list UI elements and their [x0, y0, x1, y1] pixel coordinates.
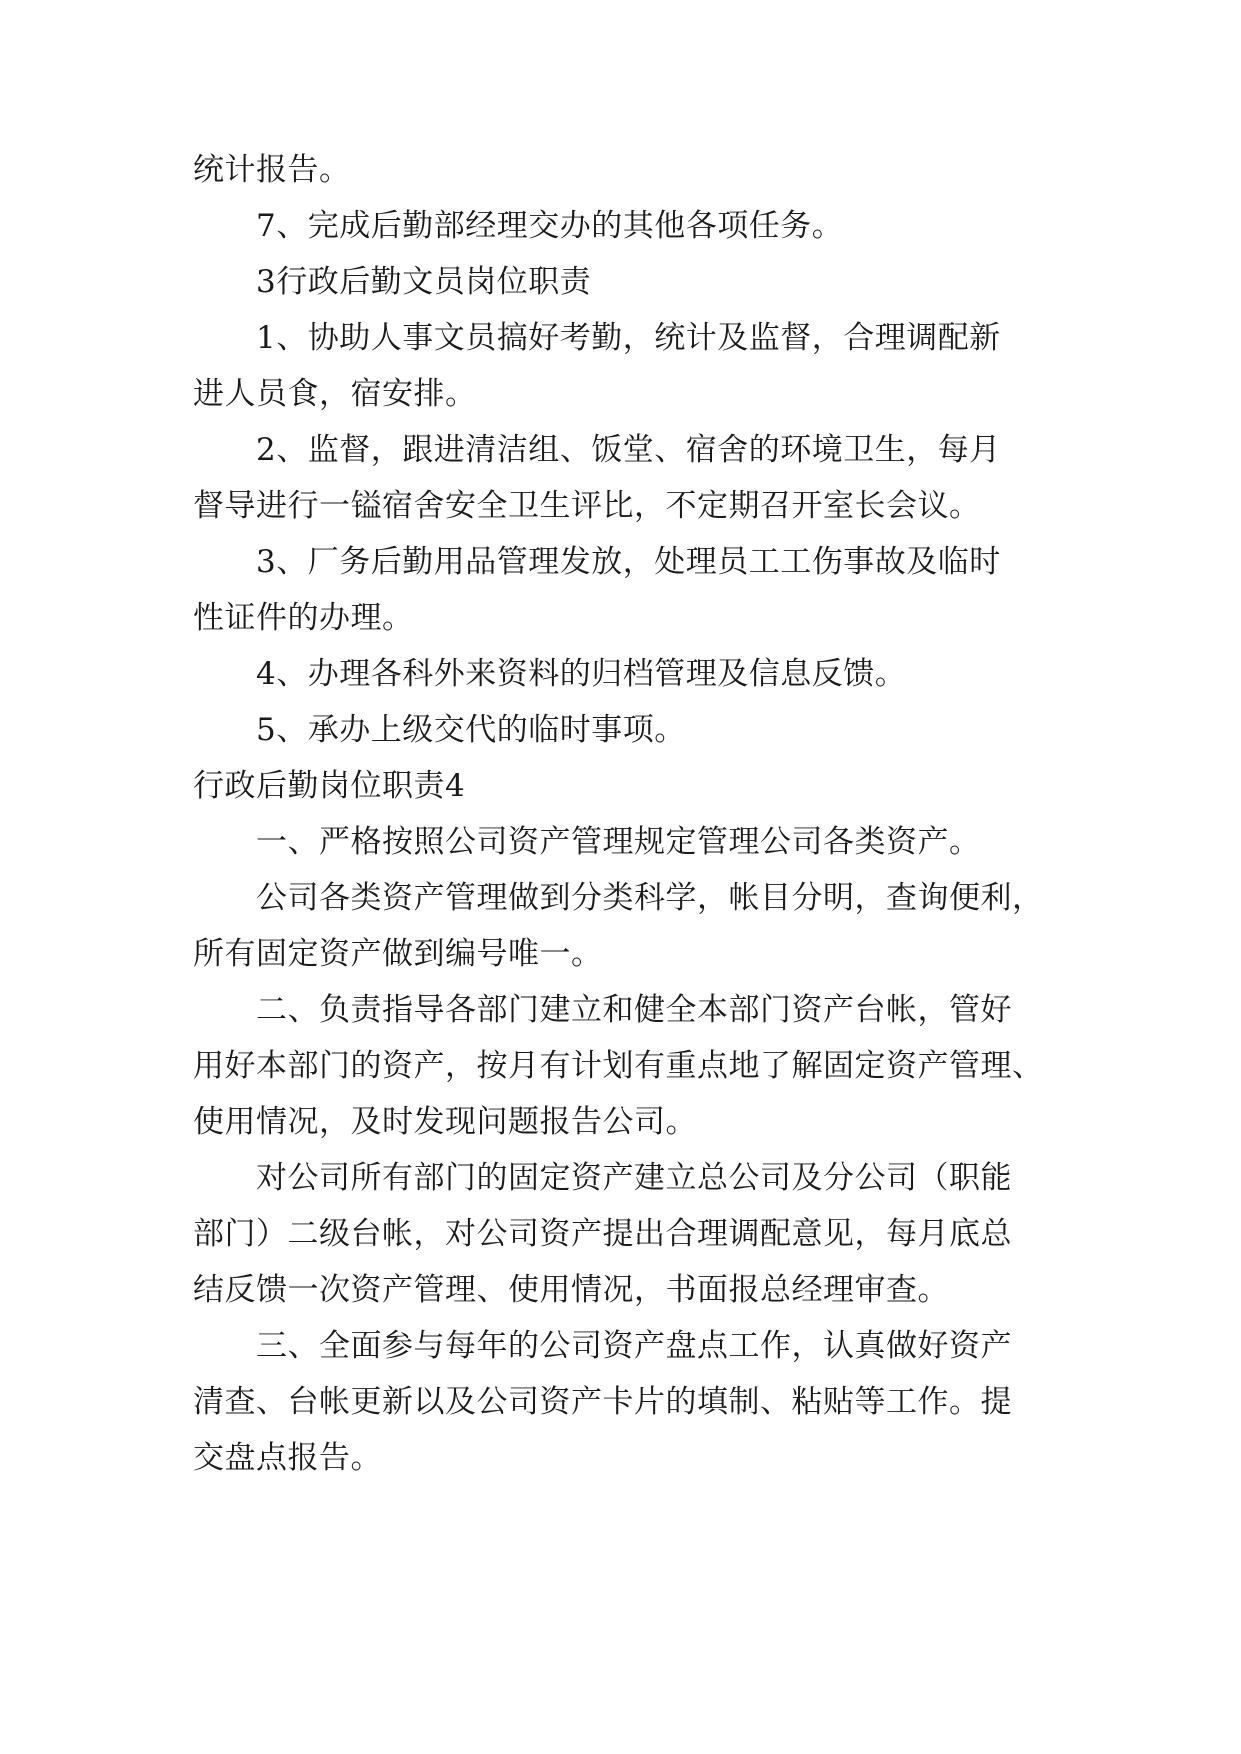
paragraph-line: 所有固定资产做到编号唯一。: [193, 936, 603, 972]
paragraph-line: 3、厂务后勤用品管理发放，处理员工工伤事故及临时: [256, 544, 1001, 580]
paragraph-line: 用好本部门的资产，按月有计划有重点地了解固定资产管理、: [193, 1048, 1044, 1084]
paragraph-line: 清查、台帐更新以及公司资产卡片的填制、粘贴等工作。提: [193, 1384, 1012, 1420]
paragraph-line: 1、协助人事文员搞好考勤，统计及监督，合理调配新: [256, 320, 1001, 356]
paragraph-line: 一、严格按照公司资产管理规定管理公司各类资产。: [256, 824, 981, 860]
paragraph-line: 公司各类资产管理做到分类科学，帐目分明，查询便利，: [256, 880, 1044, 916]
paragraph-line: 7、完成后勤部经理交办的其他各项任务。: [256, 208, 844, 244]
paragraph-line: 性证件的办理。: [193, 600, 414, 636]
paragraph-line: 结反馈一次资产管理、使用情况，书面报总经理审查。: [193, 1272, 949, 1308]
paragraph-line: 三、全面参与每年的公司资产盘点工作，认真做好资产: [256, 1328, 1012, 1364]
paragraph-line: 统计报告。: [193, 152, 351, 188]
paragraph-line: 进人员食，宿安排。: [193, 376, 477, 412]
section-heading: 3行政后勤文员岗位职责: [256, 264, 592, 300]
paragraph-line: 4、办理各科外来资料的归档管理及信息反馈。: [256, 656, 907, 692]
section-heading: 行政后勤岗位职责4: [193, 768, 466, 804]
paragraph-line: 5、承办上级交代的临时事项。: [256, 712, 686, 748]
paragraph-line: 督导进行一镒宿舍安全卫生评比，不定期召开室长会议。: [193, 488, 981, 524]
paragraph-line: 二、负责指导各部门建立和健全本部门资产台帐，管好: [256, 992, 1012, 1028]
paragraph-line: 部门）二级台帐，对公司资产提出合理调配意见，每月底总: [193, 1216, 1012, 1252]
paragraph-line: 使用情况，及时发现问题报告公司。: [193, 1104, 697, 1140]
paragraph-line: 交盘点报告。: [193, 1440, 382, 1476]
paragraph-line: 2、监督，跟进清洁组、饭堂、宿舍的环境卫生，每月: [256, 432, 1001, 468]
paragraph-line: 对公司所有部门的固定资产建立总公司及分公司（职能: [256, 1160, 1012, 1196]
